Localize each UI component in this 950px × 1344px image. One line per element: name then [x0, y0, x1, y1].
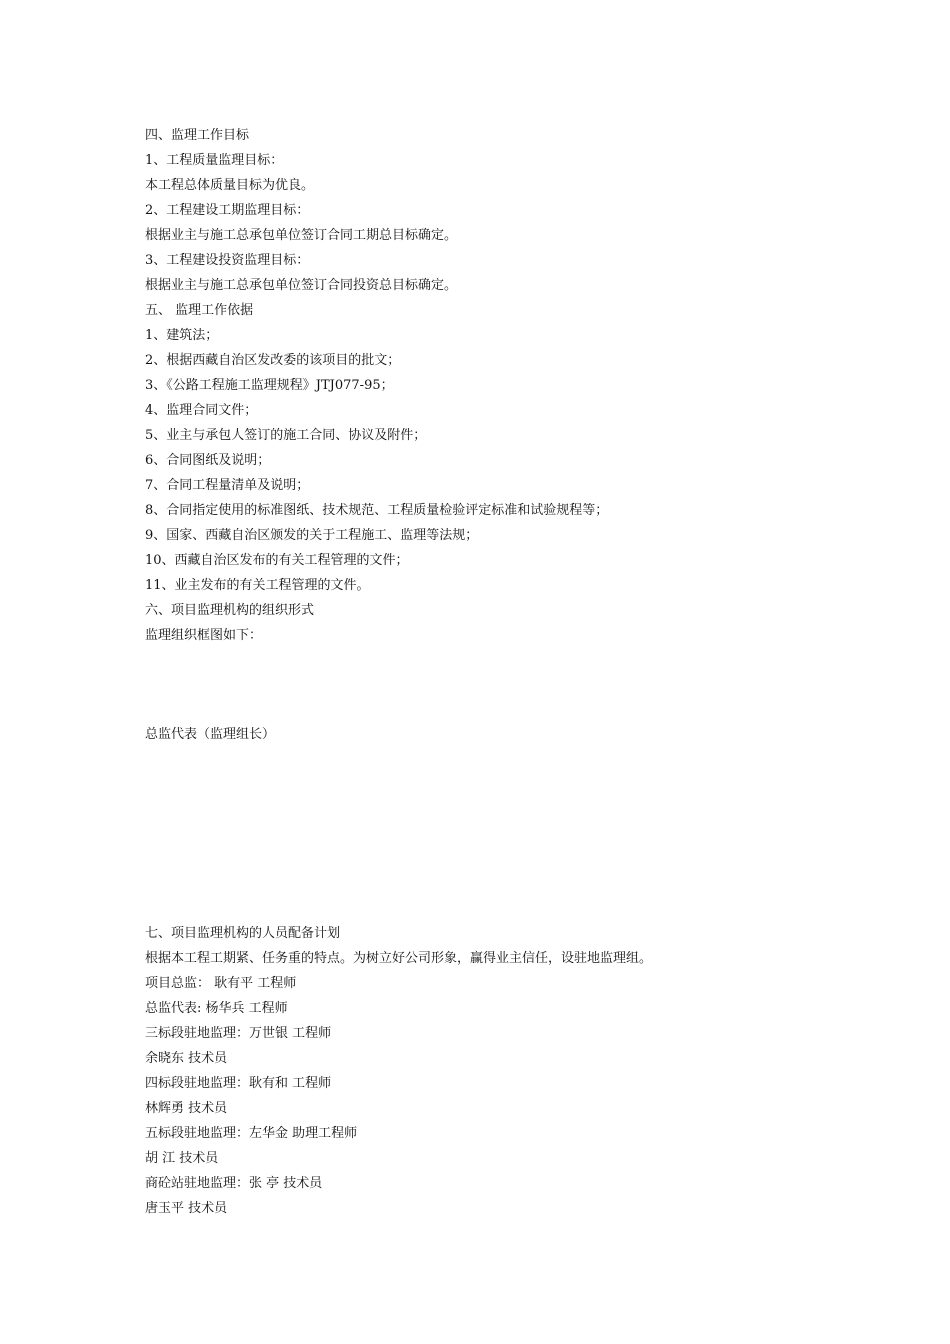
basis-item: 8、合同指定使用的标准图纸、技术规范、工程质量检验评定标准和试验规程等； [145, 503, 609, 518]
basis-item: 5、业主与承包人签订的施工合同、协议及附件； [145, 428, 427, 443]
basis-item: 6、合同图纸及说明； [145, 453, 271, 468]
schedule-goal-text: 根据业主与施工总承包单位签订合同工期总目标确定。 [145, 228, 458, 243]
basis-item: 11、业主发布的有关工程管理的文件。 [145, 578, 370, 593]
staff-line: 林辉勇 技术员 [145, 1101, 228, 1116]
basis-item: 2、根据西藏自治区发改委的该项目的批文； [145, 353, 401, 368]
basis-item: 4、监理合同文件； [145, 403, 258, 418]
staff-line: 唐玉平 技术员 [145, 1201, 228, 1216]
quality-goal-text: 本工程总体质量目标为优良。 [145, 178, 315, 193]
basis-item: 1、建筑法； [145, 328, 219, 343]
section6-heading: 六、项目监理机构的组织形式 [145, 603, 315, 618]
quality-goal-title: 1、工程质量监理目标： [145, 153, 284, 168]
staff-line: 四标段驻地监理：耿有和 工程师 [145, 1076, 332, 1091]
basis-item: 7、合同工程量清单及说明； [145, 478, 310, 493]
staff-line: 三标段驻地监理：万世银 工程师 [145, 1026, 332, 1041]
staff-line: 余晓东 技术员 [145, 1051, 228, 1066]
staff-line: 商砼站驻地监理：张 亭 技术员 [145, 1176, 323, 1191]
staff-line: 项目总监： 耿有平 工程师 [145, 976, 297, 991]
section5-heading: 五、 监理工作依据 [145, 303, 254, 318]
staff-line: 总监代表: 杨华兵 工程师 [145, 1001, 288, 1016]
staff-line: 胡 江 技术员 [145, 1151, 219, 1166]
basis-item: 9、国家、西藏自治区颁发的关于工程施工、监理等法规； [145, 528, 479, 543]
schedule-goal-title: 2、工程建设工期监理目标： [145, 203, 310, 218]
basis-item: 10、西藏自治区发布的有关工程管理的文件； [145, 553, 409, 568]
section4-heading: 四、监理工作目标 [145, 128, 250, 143]
section7-heading: 七、项目监理机构的人员配备计划 [145, 926, 341, 941]
org-chart-intro: 监理组织框图如下： [145, 628, 263, 643]
staff-line: 五标段驻地监理：左华金 助理工程师 [145, 1126, 358, 1141]
org-chart-label: 总监代表（监理组长） [145, 727, 276, 742]
investment-goal-title: 3、工程建设投资监理目标： [145, 253, 310, 268]
staffing-intro: 根据本工程工期紧、任务重的特点。为树立好公司形象，赢得业主信任，设驻地监理组。 [145, 951, 653, 966]
basis-item: 3、《公路工程施工监理规程》JTJ077-95； [145, 378, 394, 393]
investment-goal-text: 根据业主与施工总承包单位签订合同投资总目标确定。 [145, 278, 458, 293]
